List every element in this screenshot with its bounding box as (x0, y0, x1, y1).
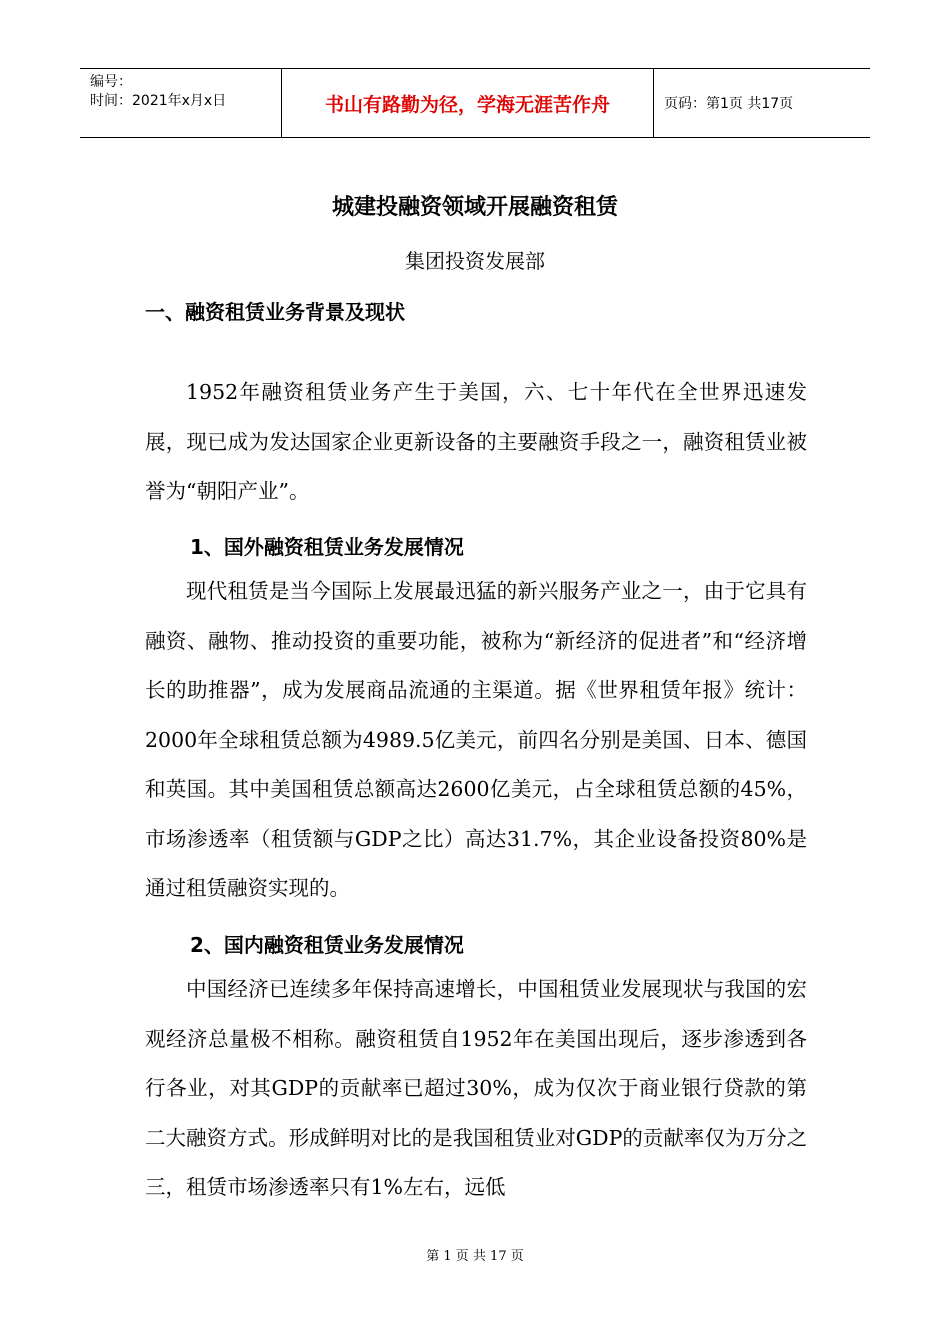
subsection-2-paragraph: 中国经济已连续多年保持高速增长，中国租赁业发展现状与我国的宏观经济总量极不相称。融资租赁自1952年在美国出现后，逐步渗透到各行各业，对其GDP的贡献率已超过30%，成为仅次于商业银行贷款的第二大融资方式。形成鲜明对比的是我国租赁业对GDP的贡献率仅为万分之三，租赁市场渗透率只有1%左右，远低 (145, 977, 807, 1199)
document-subtitle: 集团投资发展部 (405, 249, 545, 273)
page-footer: 第 1 页 共 17 页 (426, 1249, 524, 1264)
page-header (80, 68, 870, 138)
subsection-1-paragraph: 现代租赁是当今国际上发展最迅猛的新兴服务产业之一，由于它具有融资、融物、推动投资的重要功能，被称为“新经济的促进者”和“经济增长的助推器”，成为发展商品流通的主渠道。据《世界租赁年报》统计：2000年全球租赁总额为4989.5亿美元，前四名分别是美国、日本、德国和英国。其中美国租赁总额高达2600亿美元，占全球租赁总额的45%，市场渗透率（租赁额与GDP之比）高达31.7%，其企业设备投资80%是通过租赁融资实现的。 (145, 579, 807, 900)
section-heading-1: 一、融资租赁业务背景及现状 (145, 300, 405, 324)
header-motto-cell (282, 69, 654, 137)
intro-paragraph: 1952年融资租赁业务产生于美国，六、七十年代在全世界迅速发展，现已成为发达国家企业更新设备的主要融资手段之一，融资租赁业被誉为“朝阳产业”。 (145, 380, 807, 503)
subsection-heading-1: 1、国外融资租赁业务发展情况 (190, 535, 464, 559)
header-page-info: 页码：第1页 共17页 (664, 96, 794, 112)
header-motto: 书山有路勤为径，学海无涯苦作舟 (324, 93, 610, 116)
subsection-heading-2: 2、国内融资租赁业务发展情况 (190, 933, 464, 957)
document-number-label: 编号： (90, 74, 132, 90)
document-time-label: 时间：2021年x月x日 (90, 93, 227, 109)
header-meta (80, 69, 282, 137)
document-title: 城建投融资领域开展融资租赁 (331, 194, 618, 220)
